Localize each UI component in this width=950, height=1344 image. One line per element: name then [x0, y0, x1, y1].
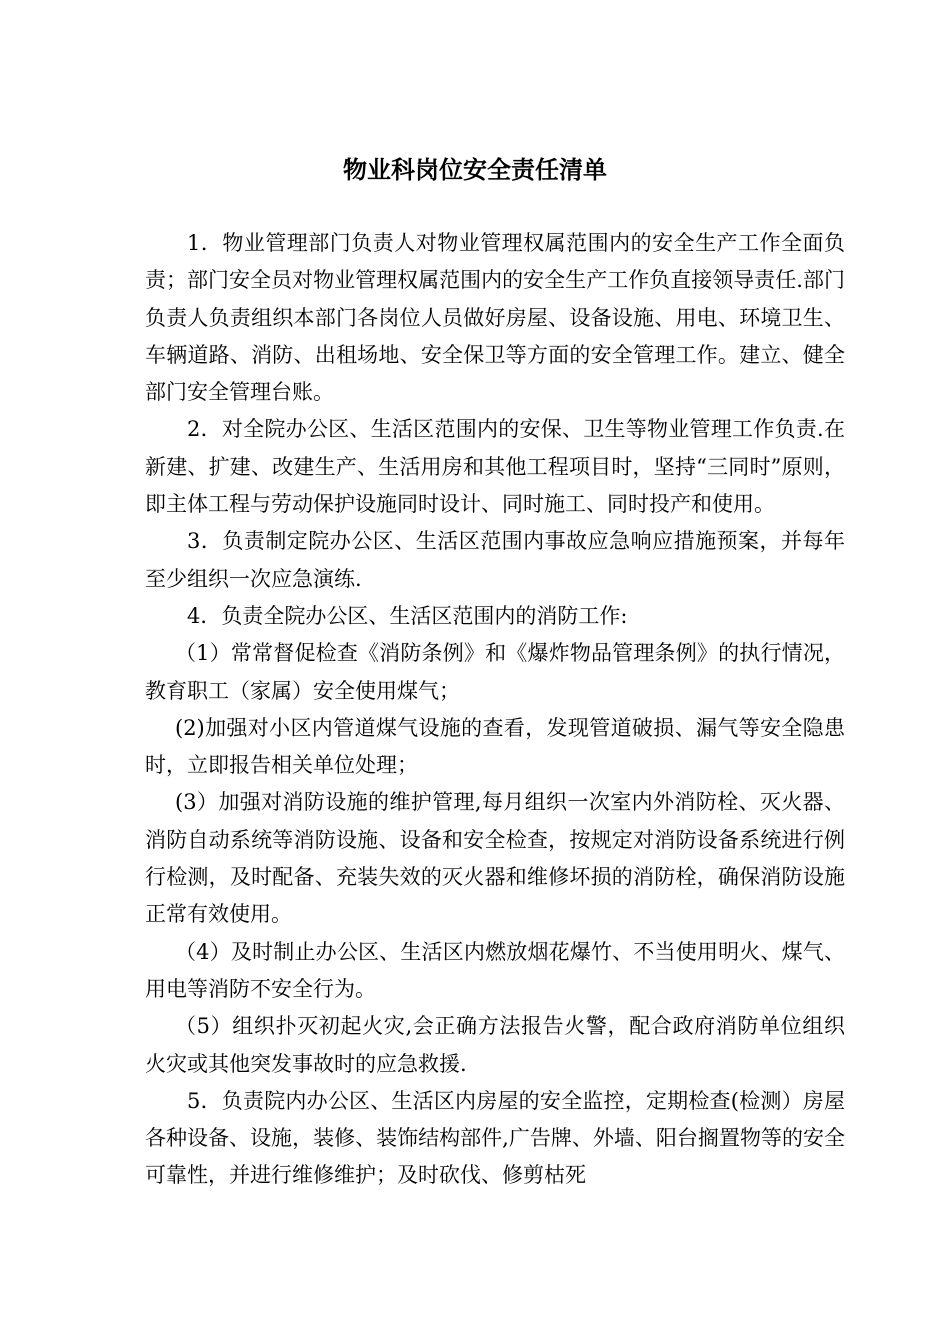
paragraph-4-item-3: (3）加强对消防设施的维护管理,每月组织一次室内外消防栓、灭火器、消防自动系统等消防设施、设备和安全检查，按规定对消防设备系统进行例行检测，及时配备、充装失效的灭火器和维修坏损的消防栓，确保消防设施正常有效使用。: [145, 790, 845, 927]
paragraph-2: 2．对全院办公区、生活区范围内的安保、卫生等物业管理工作负责.在新建、扩建、改建生产、生活用房和其他工程项目时，坚持“三同时”原则，即主体工程与劳动保护设施同时设计、同时施工、同时投产和使用。: [145, 417, 845, 517]
paragraph-4: 4．负责全院办公区、生活区范围内的消防工作:: [187, 603, 628, 628]
paragraph-3: 3．负责制定院办公区、生活区范围内事故应急响应措施预案，并每年至少组织一次应急演练.: [145, 529, 845, 591]
paragraph-4-item-2: (2)加强对小区内管道煤气设施的查看，发现管道破损、漏气等安全隐患时，立即报告相关单位处理；: [145, 715, 845, 778]
paragraph-4-item-1: （1）常常督促检查《消防条例》和《爆炸物品管理条例》的执行情况，教育职工（家属）安全使用煤气；: [145, 641, 845, 703]
page-title: 物业科岗位安全责任清单: [343, 156, 607, 184]
paragraph-4-item-5: （5）组织扑灭初起火灾,会正确方法报告火警，配合政府消防单位组织火灾或其他突发事故时的应急救援.: [145, 1014, 845, 1076]
document-body: [145, 225, 845, 1195]
paragraph-1: 1．物业管理部门负责人对物业管理权属范围内的安全生产工作全面负责；部门安全员对物业管理权属范围内的安全生产工作负直接领导责任.部门负责人负责组织本部门各岗位人员做好房屋、设备设施、用电、环境卫生、车辆道路、消防、出租场地、安全保卫等方面的安全管理工作。建立、健全部门安全管理台账。: [145, 231, 845, 405]
paragraph-4-item-4: （4）及时制止办公区、生活区内燃放烟花爆竹、不当使用明火、煤气、用电等消防不安全行为。: [145, 939, 845, 1001]
paragraph-5: 5．负责院内办公区、生活区内房屋的安全监控，定期检查(检测）房屋各种设备、设施，装修、装饰结构部件,广告牌、外墙、阳台搁置物等的安全可靠性，并进行维修维护；及时砍伐、修剪枯死: [145, 1088, 845, 1188]
